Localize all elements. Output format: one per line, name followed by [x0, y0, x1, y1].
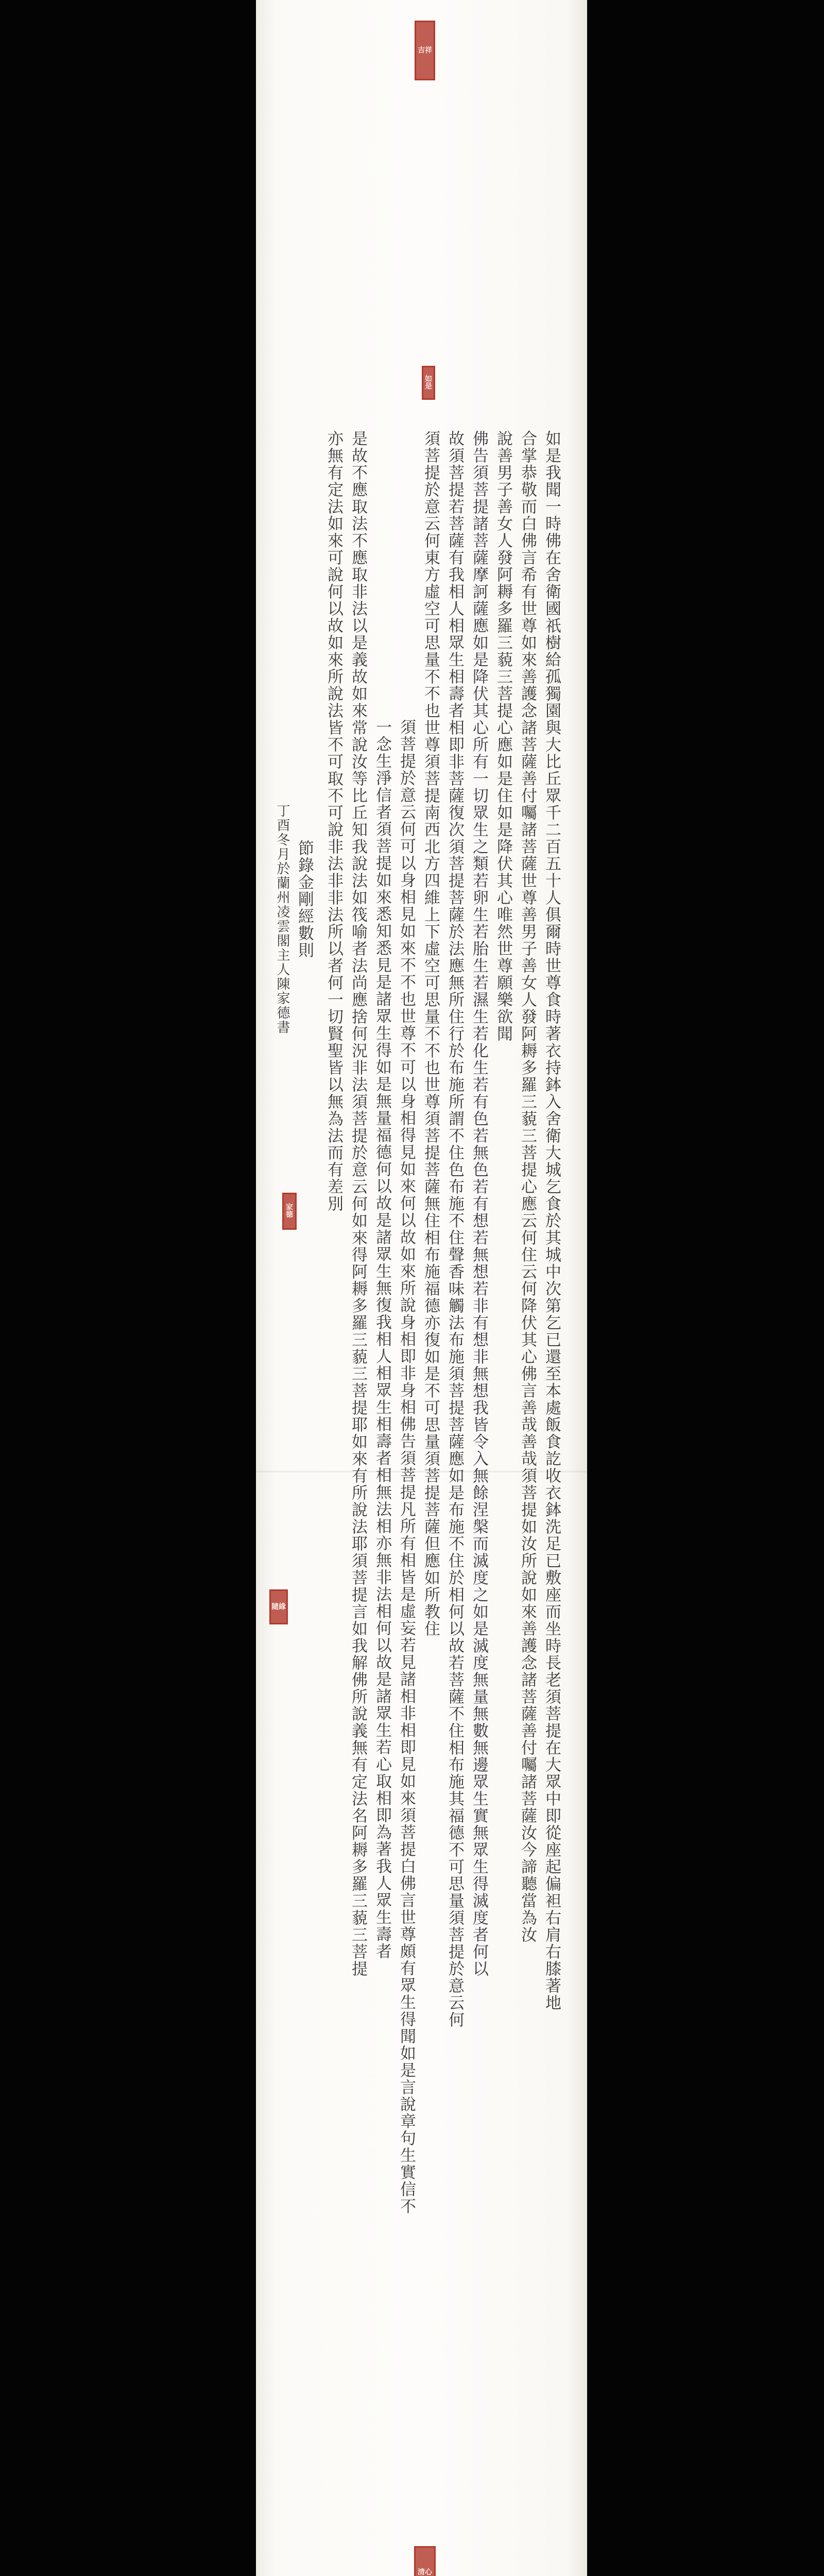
text-column: 是故不應取法不應取非法以是義故如來常說汝等比丘知我說法如筏喻者法尚應捨何況非法須菩提於意云何如來得阿耨多羅三藐三菩提耶如來有所說法耶須菩提言如我解佛所說義無有定法名阿耨多羅三藐三菩提 — [349, 430, 367, 1977]
title-column: 節錄金剛經數則 — [295, 840, 314, 959]
leading-seal: 如是 — [422, 366, 435, 400]
bottom-seal: 清心 — [414, 2546, 436, 2576]
text-column: 說善男子善女人發阿耨多羅三藐三菩提心應如是住如是降伏其心唯然世尊願樂欲聞 — [494, 430, 512, 1042]
signature-seal: 家德 — [282, 1193, 297, 1230]
mid-seal: 隨緣 — [269, 1589, 288, 1624]
text-column: 亦無有定法如來可說何以故如來所說法皆不可取不可說非法非非法所以者何一切賢聖皆以無為法而有差別 — [324, 430, 343, 1212]
text-column: 故須菩提若菩薩有我相人相眾生相壽者相即非菩薩復次須菩提菩薩於法應無所住行於布施所謂不住色布施不住聲香味觸法布施須菩提菩薩應如是布施不住於相何以故若菩薩不住相布施其福德不可思量須菩提於意云何 — [445, 430, 464, 2028]
top-seal: 吉祥 — [415, 21, 435, 80]
text-column: 佛告須菩提諸菩薩摩訶薩應如是降伏其心所有一切眾生之類若卵生若胎生若濕生若化生若有色若無色若有想若無想若非有想非無想我皆令入無餘涅槃而滅度之如是滅度無量無數無邊眾生實無眾生得滅度者何以 — [470, 430, 488, 1977]
text-column: 一念生淨信者須菩提如來悉知悉見是諸眾生得如是無量福德何以故是諸眾生無復我相人相眾生相壽者相無法相亦無非法相何以故是諸眾生若心取相即為著我人眾生壽者 — [373, 719, 391, 1960]
text-column: 如是我聞一時佛在舍衛國祇樹給孤獨園與大比丘眾千二百五十人俱爾時世尊食時著衣持鉢入舍衛大城乞食於其城中次第乞已還至本處飯食訖收衣鉢洗足已敷座而坐時長老須菩提在大眾中即從座起偏袒右肩右膝著地 — [542, 430, 561, 2011]
text-column: 須菩提於意云何東方虛空可思量不不也世尊須菩提南西北方四維上下虛空可思量不不也世尊須菩提菩薩無住相布施福德亦復如是不可思量須菩提菩薩但應如所教住 — [421, 430, 440, 1637]
text-column: 合掌恭敬而白佛言希有世尊如來善護念諸菩薩善付囑諸菩薩世尊善男子善女人發阿耨多羅三藐三菩提心應云何住云何降伏其心佛言善哉善哉須菩提如汝所說如來善護念諸菩薩善付囑諸菩薩汝今諦聽當為汝 — [518, 430, 537, 1943]
signature-column: 丁酉冬月於蘭州凌雲閣主人陳家德書 — [274, 804, 290, 1035]
text-column: 須菩提於意云何可以身相見如來不不也世尊不可以身相得見如來何以故如來所說身相即非身相佛告須菩提凡所有相皆是虛妄若見諸相非相即見如來須菩提白佛言世尊頗有眾生得聞如是言說章句生實信不 — [397, 719, 416, 2215]
